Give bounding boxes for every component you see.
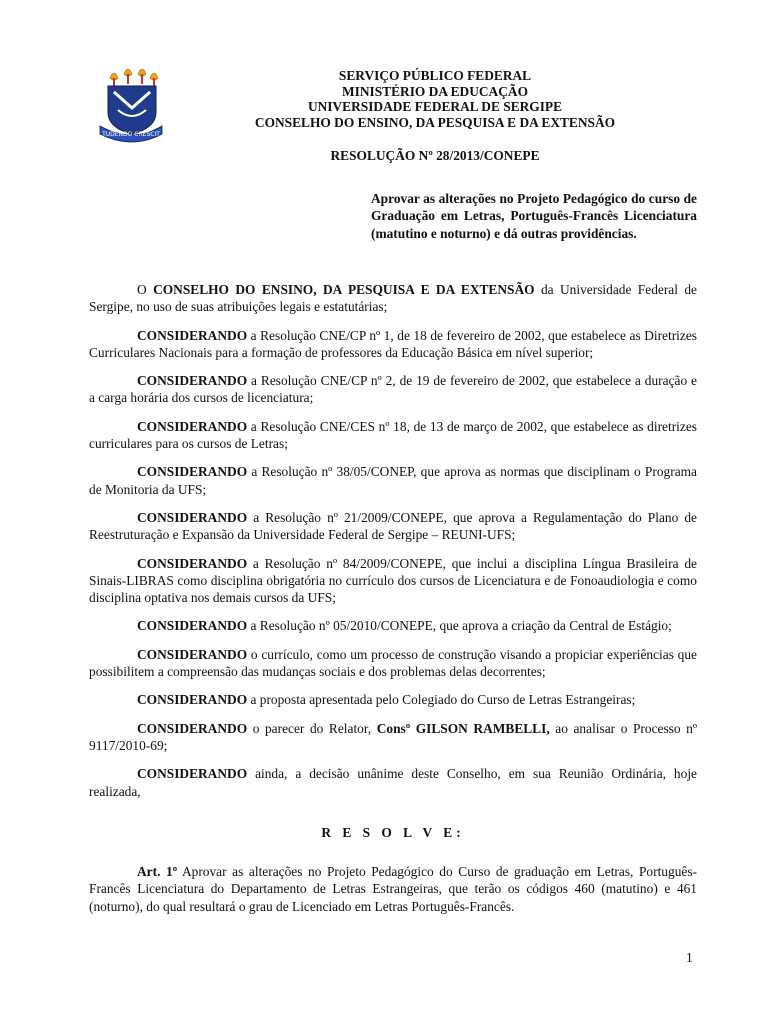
considerando-paragraph: CONSIDERANDO a Resolução CNE/CP nº 2, de 19 de fevereiro de 2002, que estabelece a duração e a carga horária dos cursos de licenciatura; bbox=[89, 373, 697, 406]
ementa-summary: Aprovar as alterações no Projeto Pedagógico do curso de Graduação em Letras, Português-Francês Licenciatura (matutino e noturno) e dá outras providências. bbox=[371, 191, 697, 241]
considerando-paragraph: CONSIDERANDO a Resolução CNE/CES nº 18, de 13 de março de 2002, que estabelece as diretrizes curriculares para os cursos de Letras; bbox=[89, 418, 697, 452]
considerando-paragraph: CONSIDERANDO o currículo, como um processo de construção visando a propiciar experiências que possibilitem a compreensão das mudanças sociais e dos problemas delas decorrentes; bbox=[89, 646, 697, 680]
resolution-title: RESOLUÇÃO Nº 28/2013/CONEPE bbox=[330, 148, 540, 163]
considerando-paragraph: CONSIDERANDO a Resolução nº 38/05/CONEP, que aprova as normas que disciplinam o Programa de Monitoria da UFS; bbox=[89, 464, 697, 497]
resolve-heading: R E S O L V E: bbox=[321, 824, 465, 840]
institution-header bbox=[200, 68, 670, 130]
relator-paragraph: CONSIDERANDO o parecer do Relator, Consº GILSON RAMBELLI, ao analisar o Processo nº 9117/2010-69; bbox=[89, 720, 698, 753]
header-line-3: UNIVERSIDADE FEDERAL DE SERGIPE bbox=[307, 99, 563, 114]
document-body bbox=[89, 281, 697, 926]
considerando-paragraph: CONSIDERANDO a Resolução CNE/CP nº 1, de 18 de fevereiro de 2002, que estabelece as Diretrizes Curriculares Nacionais para a formação de professores da Educação Básica em nível superior; bbox=[89, 327, 697, 360]
article-1-paragraph: Art. 1º Aprovar as alterações no Projeto Pedagógico do Curso de graduação em Letras, Português-Francês Licenciatura do Departamento de Letras Estrangeiras, que terão os códigos 460 (matutino) e 461 (noturno), do qual resultará o grau de Licenciado em Letras Português-Francês. bbox=[89, 864, 698, 914]
svg-text:TUDENDO CRESCIT: TUDENDO CRESCIT bbox=[102, 131, 160, 138]
page-number: 1 bbox=[686, 950, 693, 965]
considerando-paragraph: CONSIDERANDO a proposta apresentada pelo Colegiado do Curso de Letras Estrangeiras; bbox=[137, 692, 636, 708]
ufs-crest-icon bbox=[96, 64, 166, 144]
header-line-2: MINISTÉRIO DA EDUCAÇÃO bbox=[341, 83, 528, 99]
considerando-paragraph: CONSIDERANDO a Resolução nº 84/2009/CONEPE, que inclui a disciplina Língua Brasileira de Sinais-LIBRAS como disciplina obrigatória no currículo dos cursos de Licenciatura e de Fonoaudiologia e como disciplina optativa nos demais cursos da UFS; bbox=[89, 555, 697, 606]
considerando-paragraph: CONSIDERANDO a Resolução nº 05/2010/CONEPE, que aprova a criação da Central de Estágio; bbox=[137, 618, 672, 634]
considerando-paragraph: CONSIDERANDO a Resolução nº 21/2009/CONEPE, que aprova a Regulamentação do Plano de Reestruturação e Expansão da Universidade Federal de Sergipe – REUNI-UFS; bbox=[89, 509, 697, 543]
intro-paragraph: O CONSELHO DO ENSINO, DA PESQUISA E DA EXTENSÃO da Universidade Federal de Sergipe, no uso de suas atribuições legais e estatutárias; bbox=[89, 282, 697, 315]
header-line-4: CONSELHO DO ENSINO, DA PESQUISA E DA EXTENSÃO bbox=[254, 114, 616, 130]
header-line-1: SERVIÇO PÚBLICO FEDERAL bbox=[338, 68, 532, 83]
final-considerando-paragraph: CONSIDERANDO ainda, a decisão unânime deste Conselho, em sua Reunião Ordinária, hoje realizada, bbox=[89, 766, 697, 799]
